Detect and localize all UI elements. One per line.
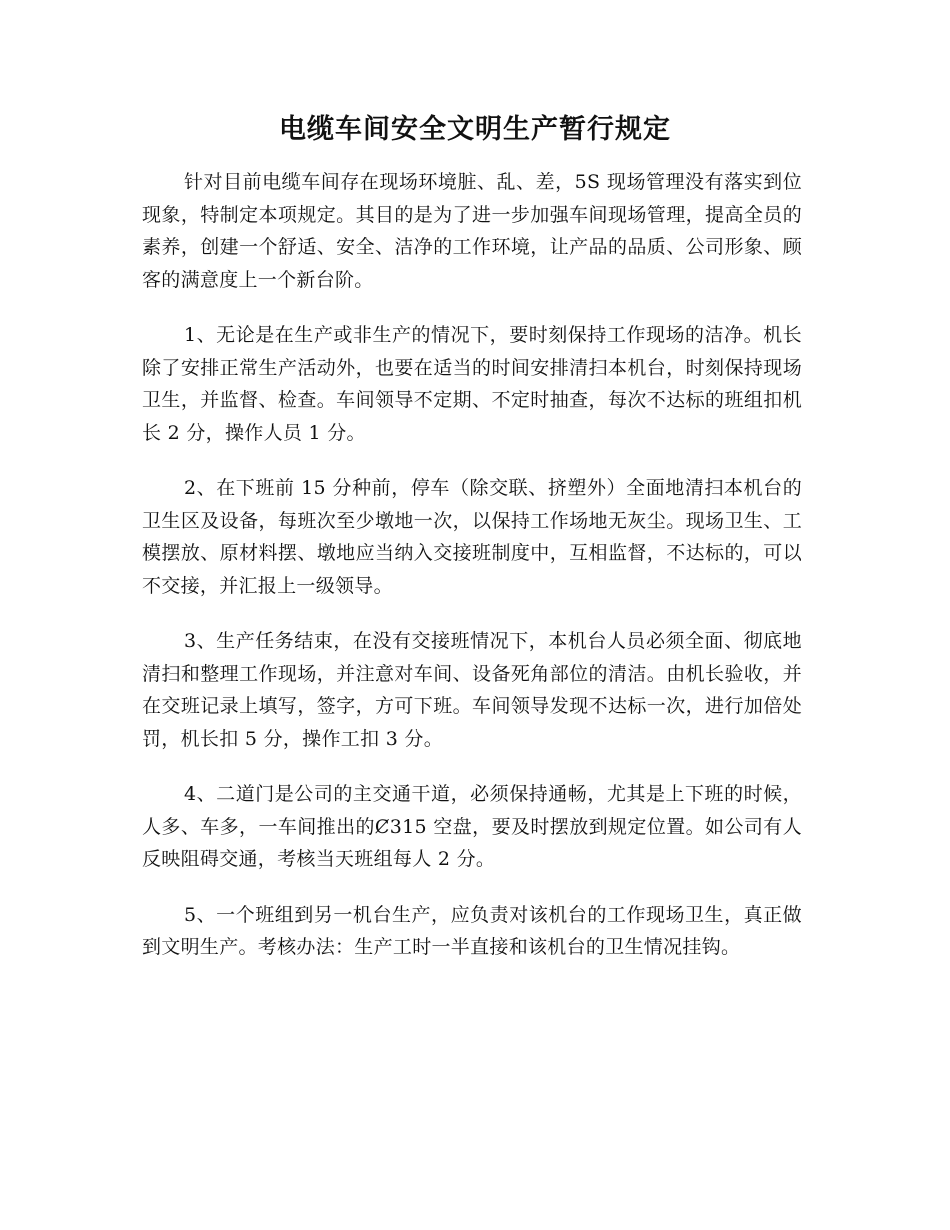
rule-5-paragraph: 5、一个班组到另一机台生产，应负责对该机台的工作现场卫生，真正做到文明生产。考核办法：生产工时一半直接和该机台的卫生情况挂钩。 [142, 903, 802, 958]
document-title: 电缆车间安全文明生产暂行规定 [279, 114, 671, 145]
rule-1-paragraph: 1、无论是在生产或非生产的情况下，要时刻保持工作现场的洁净。机长除了安排正常生产活动外，也要在适当的时间安排清扫本机台，时刻保持现场卫生，并监督、检查。车间领导不定期、不定时抽查，每次不达标的班组扣机长 2 分，操作人员 1 分。 [142, 324, 802, 444]
rule-4-paragraph: 4、二道门是公司的主交通干道，必须保持通畅，尤其是上下班的时候，人多、车多，一车间推出的Ȼ315 空盘，要及时摆放到规定位置。如公司有人反映阻碍交通，考核当天班组每人 2 分。 [142, 783, 802, 870]
rule-3-paragraph: 3、生产任务结束，在没有交接班情况下，本机台人员必须全面、彻底地清扫和整理工作现场，并注意对车间、设备死角部位的清洁。由机长验收，并在交班记录上填写，签字，方可下班。车间领导发现不达标一次，进行加倍处罚，机长扣 5 分，操作工扣 3 分。 [142, 630, 802, 750]
intro-paragraph: 针对目前电缆车间存在现场环境脏、乱、差，5S 现场管理没有落实到位现象，特制定本项规定。其目的是为了进一步加强车间现场管理，提高全员的素养，创建一个舒适、安全、洁净的工作环境，让产品的品质、公司形象、顾客的满意度上一个新台阶。 [142, 171, 802, 291]
rule-2-paragraph: 2、在下班前 15 分种前，停车（除交联、挤塑外）全面地清扫本机台的卫生区及设备，每班次至少墩地一次，以保持工作场地无灰尘。现场卫生、工模摆放、原材料摆、墩地应当纳入交接班制度中，互相监督，不达标的，可以不交接，并汇报上一级领导。 [142, 477, 802, 597]
document-body [142, 166, 802, 987]
